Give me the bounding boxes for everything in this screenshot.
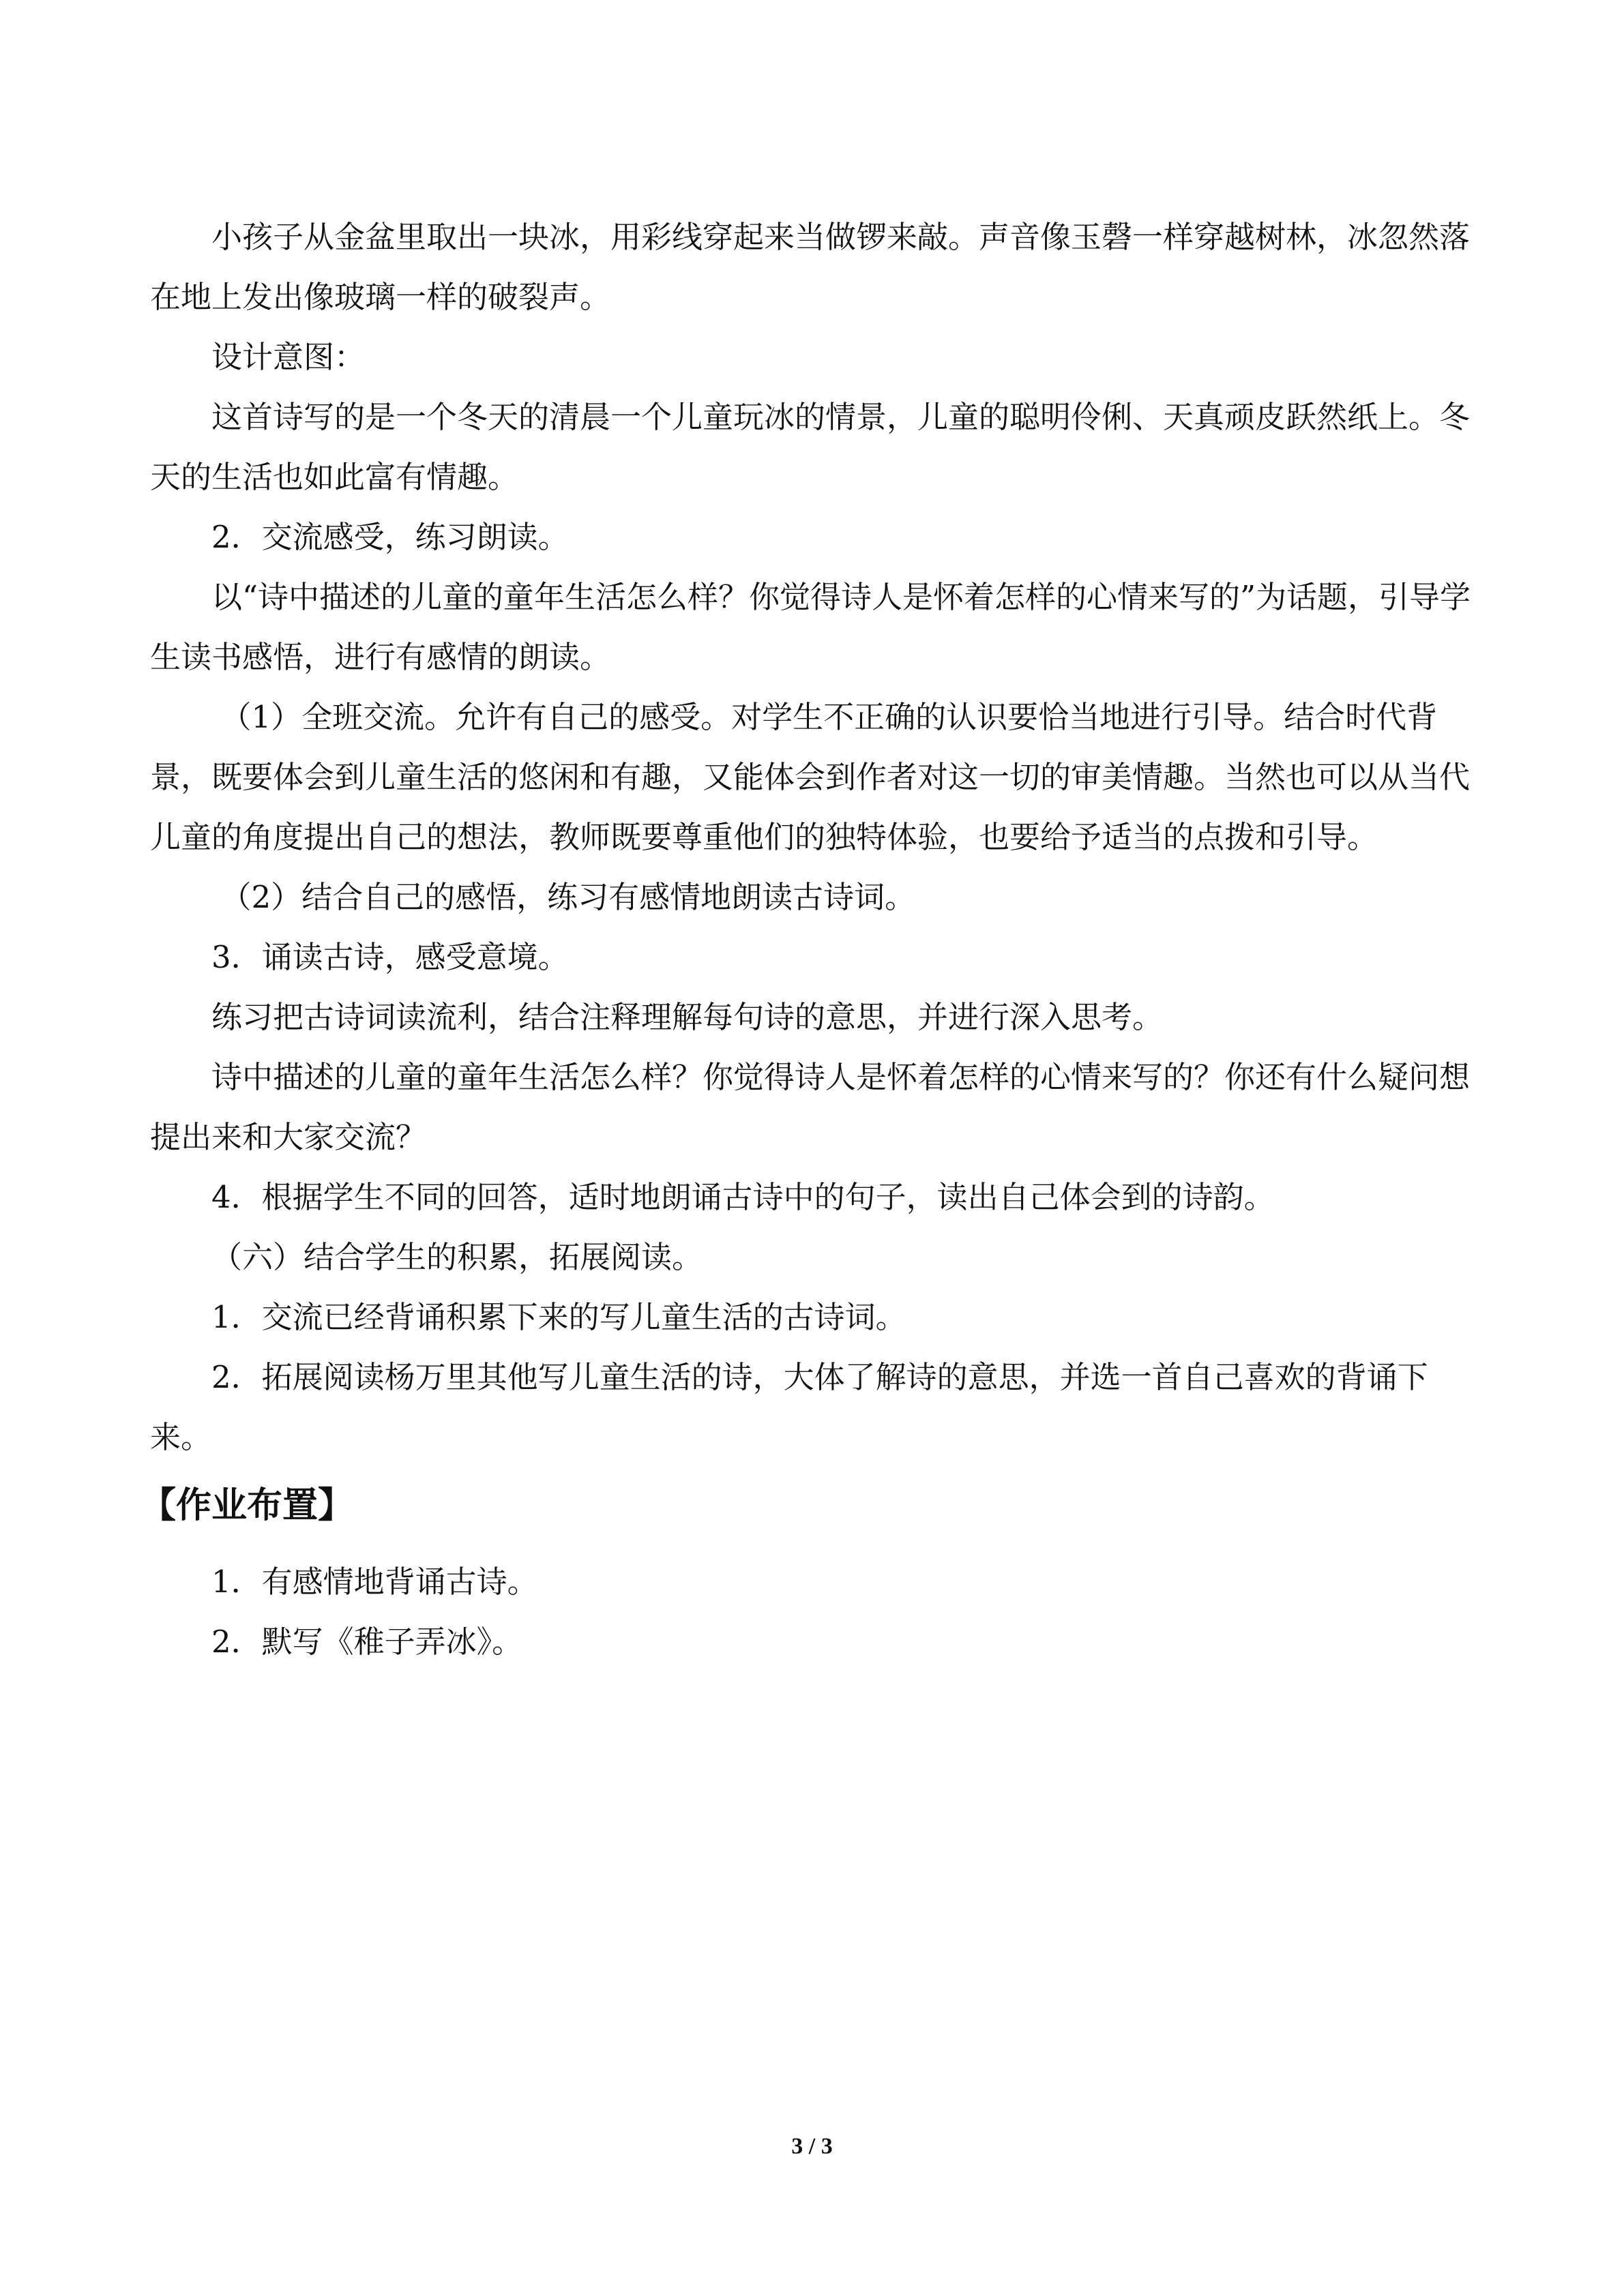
paragraph-translation: 小孩子从金盆里取出一块冰，用彩线穿起来当做锣来敲。声音像玉磬一样穿越树林，冰忽然落在地上发出像玻璃一样的破裂声。 <box>150 219 1471 315</box>
paragraph-topic: 以“诗中描述的儿童的童年生活怎么样？你觉得诗人是怀着怎样的心情来写的”为话题，引导学生读书感悟，进行有感情的朗读。 <box>150 579 1471 675</box>
page-number: 3 / 3 <box>791 2134 833 2159</box>
paragraph-questions: 诗中描述的儿童的童年生活怎么样？你觉得诗人是怀着怎样的心情来写的？你还有什么疑问想提出来和大家交流？ <box>150 1059 1471 1155</box>
paragraph-design-intent: 这首诗写的是一个冬天的清晨一个儿童玩冰的情景，儿童的聪明伶俐、天真顽皮跃然纸上。冬天的生活也如此富有情趣。 <box>150 399 1471 495</box>
paragraph-section-6: （六）结合学生的积累，拓展阅读。 <box>211 1239 703 1275</box>
paragraph-section-6-item-1: 1．交流已经背诵积累下来的写儿童生活的古诗词。 <box>211 1299 906 1335</box>
homework-item-1: 1．有感情地背诵古诗。 <box>211 1564 538 1600</box>
paragraph-design-intent-label: 设计意图： <box>211 339 366 375</box>
document-body <box>141 207 1473 1672</box>
homework-heading: 【作业布置】 <box>141 1485 354 1526</box>
paragraph-step-2: 2．交流感受，练习朗读。 <box>211 519 569 555</box>
homework-item-2: 2．默写《稚子弄冰》。 <box>211 1624 523 1660</box>
paragraph-practice-reading: （2）结合自己的感悟，练习有感情地朗读古诗词。 <box>220 879 916 915</box>
paragraph-step-4: 4．根据学生不同的回答，适时地朗诵古诗中的句子，读出自己体会到的诗韵。 <box>211 1179 1275 1215</box>
paragraph-step-3: 3．诵读古诗，感受意境。 <box>211 939 569 975</box>
paragraph-read-fluently: 练习把古诗词读流利，结合注释理解每句诗的意思，并进行深入思考。 <box>211 999 1164 1035</box>
paragraph-class-discussion: （1）全班交流。允许有自己的感受。对学生不正确的认识要恰当地进行引导。结合时代背景，既要体会到儿童生活的悠闲和有趣，又能体会到作者对这一切的审美情趣。当然也可以从当代儿童的角度提出自己的想法，教师既要尊重他们的独特体验，也要给予适当的点拨和引导。 <box>150 699 1471 855</box>
paragraph-section-6-item-2: 2．拓展阅读杨万里其他写儿童生活的诗，大体了解诗的意思，并选一首自己喜欢的背诵下来。 <box>150 1359 1428 1455</box>
